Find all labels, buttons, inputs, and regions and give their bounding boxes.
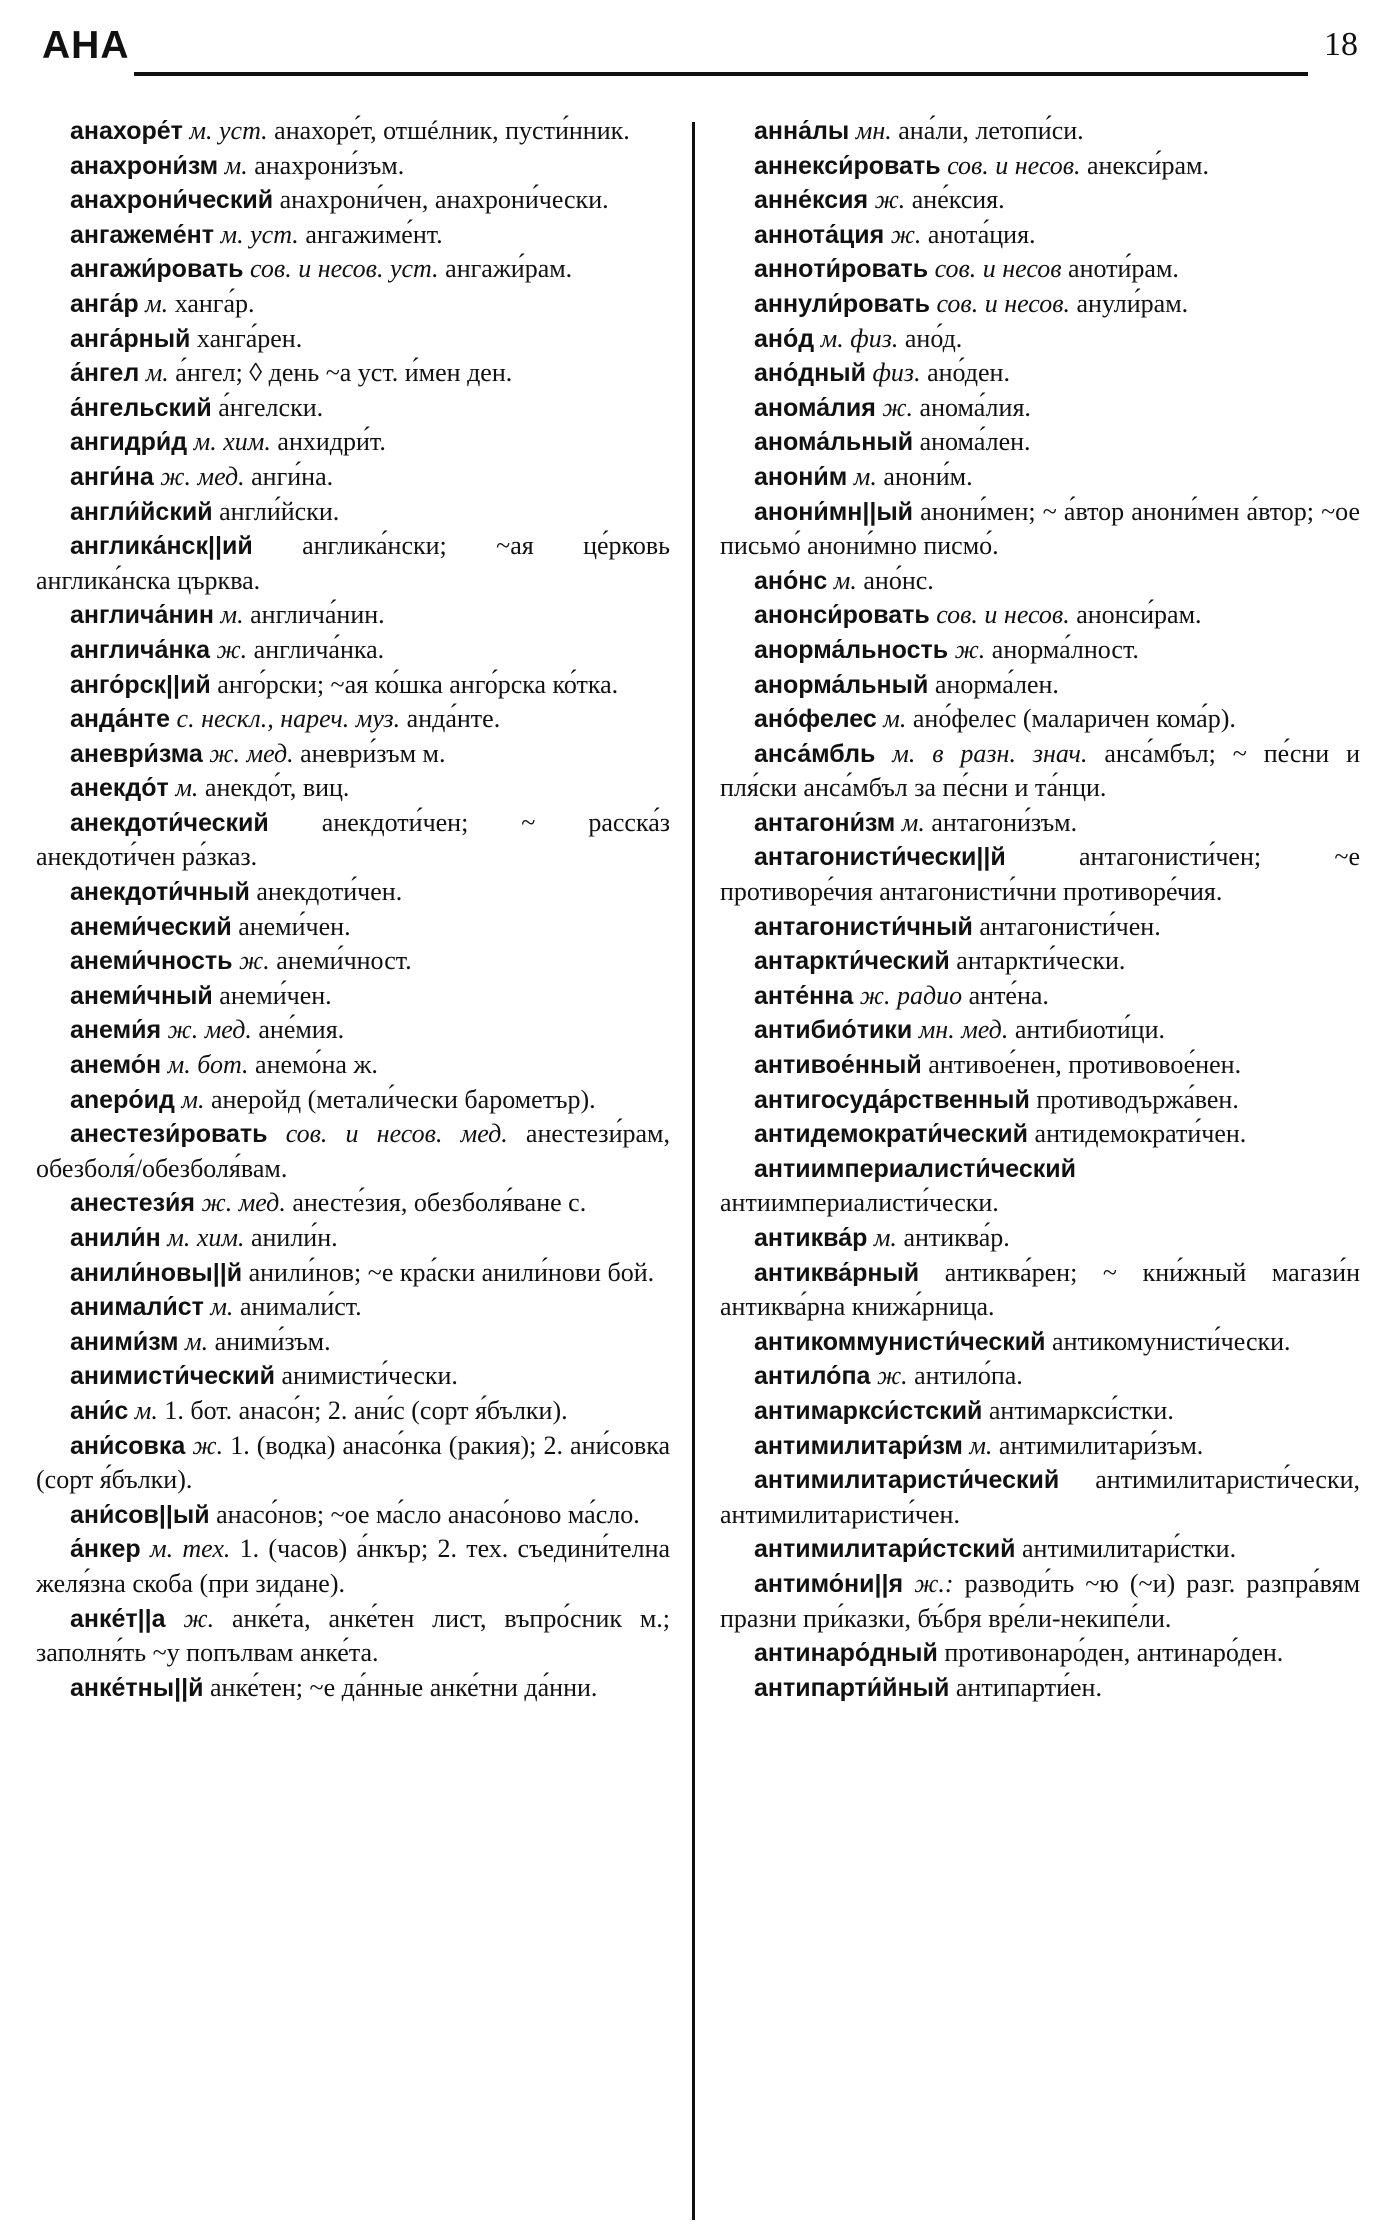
translation: анекдо́т, виц.	[204, 773, 350, 803]
headword: анони́мн||ый	[754, 497, 914, 526]
headword: англича́нин	[70, 601, 215, 630]
headword: анке́тны||й	[70, 1673, 204, 1702]
headword: анеми́я	[70, 1016, 162, 1045]
translation: ханга́рен.	[196, 323, 303, 353]
translation: анекси́рам.	[1087, 150, 1209, 180]
headword: антидемократи́ческий	[754, 1120, 1029, 1149]
headword: ано́дный	[754, 359, 866, 388]
headword: аннoти́ровать	[754, 255, 929, 284]
grammar-label: ж. мед.	[209, 738, 294, 768]
headword: аневри́зма	[70, 739, 203, 768]
translation: антагонисти́чен.	[979, 911, 1161, 941]
translation: анекдоти́чен.	[256, 877, 403, 907]
grammar-label: сов. и несов.	[947, 150, 1081, 180]
translation: анони́мен; ~ а́втор анони́мен а́втор; ~ое письмо́ анони́мно писмо́.	[720, 496, 1360, 561]
headword: анимали́ст	[70, 1293, 204, 1322]
headword: а́нгел	[70, 359, 140, 388]
headword: антимилитари́зм	[754, 1431, 963, 1460]
translation: а́нгел; ◊ день ~а уст. и́мен ден.	[175, 358, 513, 388]
dictionary-entry	[36, 287, 670, 322]
translation: аноти́рам.	[1068, 254, 1179, 284]
headword: анорма́льный	[754, 670, 929, 699]
dictionary-entry	[720, 149, 1360, 184]
dictionary-entry	[36, 252, 670, 287]
dictionary-entry	[36, 183, 670, 218]
translation: ангажиме́нт.	[305, 219, 443, 249]
translation: антимилитари́стки.	[1022, 1534, 1237, 1564]
headword: антагонисти́чный	[754, 912, 973, 941]
headword: анахоре́т	[70, 117, 183, 145]
translation: анахоре́т, отшéлник, пусти́нник.	[274, 116, 630, 145]
translation: антивое́нен, противовое́нен.	[928, 1050, 1242, 1080]
translation: анда́нте.	[406, 704, 501, 734]
translation: анахрони́чен, анахрони́чески.	[279, 185, 609, 215]
headword: а́нгельский	[70, 393, 212, 422]
right-column	[720, 114, 1360, 1705]
grammar-label: ж. мед.	[167, 1015, 252, 1045]
dictionary-entry	[720, 1048, 1360, 1083]
grammar-label: ж.	[890, 219, 922, 249]
headword: анемо́н	[70, 1051, 162, 1080]
grammar-label: ж.	[874, 185, 906, 215]
translation: анони́м.	[883, 461, 973, 491]
dictionary-entry	[720, 391, 1360, 426]
grammar-label: сов. и несов.	[936, 600, 1070, 630]
dictionary-entry	[720, 460, 1360, 495]
translation: ана́ли, летопи́си.	[898, 116, 1084, 145]
headword: ангажеме́нт	[70, 220, 215, 249]
translation: англича́нин.	[250, 600, 385, 630]
translation: ано́ден.	[927, 358, 1010, 388]
headword: анахрони́зм	[70, 151, 219, 180]
dictionary-entry	[36, 875, 670, 910]
dictionary-entry	[36, 425, 670, 460]
translation: англика́нски; ~ая це́рковь англика́нска църква.	[36, 531, 671, 595]
dictionary-entry	[36, 529, 670, 598]
translation: антиква́р.	[903, 1223, 1010, 1252]
headword: аними́зм	[70, 1327, 179, 1356]
grammar-label: ж.	[192, 1430, 224, 1460]
headword: ано́д	[754, 324, 815, 353]
headword: анги́на	[70, 462, 154, 491]
grammar-label: физ.	[872, 358, 921, 388]
dictionary-entry	[36, 322, 670, 357]
translation: ано́нс.	[863, 565, 934, 595]
headword: анеми́чный	[70, 981, 213, 1010]
headword: антаркти́ческий	[754, 947, 950, 976]
translation: антикомунисти́чески.	[1052, 1326, 1291, 1356]
column-divider	[692, 122, 695, 2220]
dictionary-entry	[720, 702, 1360, 737]
dictionary-entry	[720, 944, 1360, 979]
translation: ангажи́рам.	[445, 254, 573, 284]
translation: антидемократи́чен.	[1034, 1119, 1247, 1149]
translation: ано́д.	[904, 323, 963, 353]
dictionary-entry	[36, 495, 670, 530]
dictionary-entry	[720, 183, 1360, 218]
grammar-label: м.	[224, 150, 248, 180]
grammar-label: м.	[873, 1223, 897, 1252]
dictionary-entry	[720, 633, 1360, 668]
translation: анахрони́зъм.	[254, 150, 405, 180]
translation: антило́па.	[914, 1361, 1023, 1391]
grammar-label: м. физ.	[820, 323, 899, 353]
dictionary-entry	[720, 564, 1360, 599]
headword: ани́с	[70, 1396, 129, 1425]
grammar-label: м.	[145, 288, 169, 318]
headword: ангидри́д	[70, 428, 188, 457]
dictionary-entry	[36, 1325, 670, 1360]
translation: анили́нов; ~е кра́ски анили́нови бой.	[248, 1257, 655, 1287]
headword: антивое́нный	[754, 1051, 922, 1080]
grammar-label: ж. мед.	[201, 1188, 286, 1218]
translation: антимилитари́зъм.	[998, 1430, 1204, 1460]
headword: анга́р	[70, 289, 139, 318]
dictionary-entry	[720, 1083, 1360, 1118]
headword: анестези́ровать	[70, 1120, 268, 1149]
grammar-label: ж.:	[914, 1568, 954, 1598]
grammar-label: м.	[220, 600, 244, 630]
dictionary-entry	[36, 944, 670, 979]
headword: анна́лы	[754, 117, 850, 145]
translation: анорма́лност.	[991, 634, 1139, 664]
translation: анке́та, анке́тен лист, въпро́сник м.; заполня́ть ~у попълвам анке́та.	[36, 1603, 671, 1668]
grammar-label: мн.	[855, 116, 892, 145]
headword: антагони́зм	[754, 808, 896, 837]
dictionary-entry	[36, 737, 670, 772]
dictionary-entry	[36, 806, 670, 875]
translation: антагони́зъм.	[931, 807, 1078, 837]
headword: ано́фелес	[754, 705, 877, 734]
grammar-label: м. в разн. знач.	[892, 738, 1088, 768]
grammar-label: ж.	[239, 946, 270, 976]
headword: аneро́ид	[70, 1085, 175, 1114]
translation: анота́ция.	[927, 219, 1036, 249]
translation: аневри́зъм м.	[300, 738, 446, 768]
header-rule	[134, 72, 1308, 76]
grammar-label: м.	[901, 807, 925, 837]
headword: анекдоти́ческий	[70, 808, 269, 837]
headword: аннули́ровать	[754, 289, 931, 318]
translation: анесте́зия, обезболя́ване с.	[292, 1188, 587, 1218]
translation: анги́на.	[251, 461, 334, 491]
translation: анго́рски; ~ая ко́шка анго́рска ко́тка.	[217, 669, 619, 699]
dictionary-entry	[720, 1636, 1360, 1671]
headword: англика́нск||ий	[70, 532, 253, 561]
page-header	[42, 24, 1358, 76]
dictionary-entry	[720, 114, 1360, 149]
translation: анимисти́чески.	[281, 1361, 458, 1391]
translation: антипарти́ен.	[955, 1672, 1102, 1702]
headword: анахрони́ческий	[70, 186, 274, 215]
dictionary-entry	[720, 806, 1360, 841]
dictionary-entry	[36, 1532, 670, 1601]
translation: англи́йски.	[219, 496, 340, 526]
grammar-label: м.	[181, 1084, 205, 1114]
translation: а́нгелски.	[218, 392, 324, 422]
grammar-label: м. хим.	[193, 427, 271, 457]
headword: антиква́р	[754, 1224, 868, 1252]
headword: анса́мбль	[754, 739, 876, 768]
grammar-label: ж.	[876, 1361, 908, 1391]
dictionary-entry	[720, 598, 1360, 633]
translation: антиква́рен; ~ кни́жный магази́н антиква́рна книжа́рница.	[720, 1257, 1361, 1322]
dictionary-entry	[36, 1117, 670, 1186]
headword: анке́т||а	[70, 1604, 166, 1633]
translation: аними́зъм.	[214, 1326, 331, 1356]
translation: антимилитаристи́чески, антимилитаристи́чен.	[720, 1465, 1360, 1529]
translation: анули́рам.	[1076, 288, 1189, 318]
headword: анома́льный	[754, 428, 914, 457]
headword: ангажи́ровать	[70, 255, 244, 284]
translation: анса́мбъл; ~ пе́сни и пля́ски анса́мбъл за пе́сни и та́нци.	[720, 738, 1360, 803]
grammar-label: м. бот.	[167, 1050, 249, 1080]
dictionary-entry	[720, 737, 1360, 806]
headword: антимо́ни||я	[754, 1569, 904, 1598]
translation: анте́на.	[968, 980, 1049, 1010]
grammar-label: сов. и несов	[934, 254, 1062, 284]
headword: антибио́тики	[754, 1016, 913, 1045]
dictionary-entry	[720, 218, 1360, 253]
grammar-label: сов. и несов. мед.	[285, 1119, 508, 1149]
translation: антиимпериалисти́чески.	[720, 1188, 999, 1218]
dictionary-entry	[720, 1567, 1360, 1636]
headword: англи́йский	[70, 497, 213, 526]
dictionary-entry	[720, 252, 1360, 287]
dictionary-entry	[720, 1429, 1360, 1464]
dictionary-entry	[36, 1602, 670, 1671]
dictionary-entry	[36, 771, 670, 806]
dictionary-entry	[720, 1221, 1360, 1256]
translation: противодържа́вен.	[1036, 1084, 1239, 1114]
headword: антимаркси́стский	[754, 1396, 983, 1425]
headword: антагонисти́чески||й	[754, 843, 1006, 872]
headword: анте́нна	[754, 981, 854, 1010]
grammar-label: м.	[175, 773, 199, 803]
translation: анестези́рам, обезболя́/обезболя́вам.	[36, 1119, 670, 1183]
translation: анома́лен.	[919, 427, 1031, 457]
translation: англича́нка.	[253, 634, 385, 664]
headword: анимисти́ческий	[70, 1362, 275, 1391]
translation: анке́тен; ~е да́нные анке́тни да́нни.	[209, 1672, 598, 1702]
dictionary-entry	[36, 1048, 670, 1083]
translation: ане́ксия.	[911, 185, 1005, 215]
headword: антимилитари́стский	[754, 1535, 1016, 1564]
headword: а́нкер	[70, 1535, 141, 1564]
headword: аннекси́ровать	[754, 151, 941, 180]
dictionary-entry	[36, 218, 670, 253]
headword: анили́н	[70, 1224, 161, 1252]
dictionary-entry	[36, 391, 670, 426]
headword: анонси́ровать	[754, 601, 930, 630]
headword: антикоммунисти́ческий	[754, 1327, 1046, 1356]
grammar-label: м. уст.	[189, 116, 268, 145]
dictionary-entry	[36, 1013, 670, 1048]
dictionary-entry	[720, 1463, 1360, 1532]
dictionary-entry	[36, 668, 670, 703]
dictionary-entry	[36, 1083, 670, 1118]
dictionary-entry	[36, 114, 670, 149]
dictionary-entry	[720, 425, 1360, 460]
grammar-label: ж.	[954, 634, 986, 664]
dictionary-entry	[36, 1290, 670, 1325]
dictionary-entry	[36, 633, 670, 668]
dictionary-entry	[36, 979, 670, 1014]
translation: 1. (водка) анасо́нка (ракия); 2. ани́совка (сорт я́бълки).	[36, 1430, 671, 1495]
headword: анеми́чность	[70, 947, 233, 976]
dictionary-entry	[36, 910, 670, 945]
headword: антиква́рный	[754, 1258, 920, 1287]
page-number: 18	[1324, 26, 1358, 63]
grammar-label: м.	[853, 461, 877, 491]
translation: анеми́чност.	[276, 946, 412, 976]
headword: анестези́я	[70, 1189, 196, 1218]
dictionary-entry	[720, 1532, 1360, 1567]
grammar-label: ж.	[882, 392, 914, 422]
headword: ано́нс	[754, 566, 828, 595]
translation: антагонисти́чен; ~е противоре́чия антагонисти́чни противоре́чия.	[720, 842, 1360, 907]
grammar-label: мн. мед.	[918, 1015, 1009, 1045]
headword: анда́нте	[70, 705, 171, 734]
headword: анго́рск||ий	[70, 670, 211, 699]
dictionary-entry	[720, 1256, 1360, 1325]
dictionary-entry	[36, 702, 670, 737]
translation: разводи́ть ~ю (~и) разг. разпра́вям празни при́казки, бъ́бря вре́ли-некипе́ли.	[720, 1568, 1361, 1633]
dictionary-entry	[36, 1186, 670, 1221]
grammar-label: ж. радио	[859, 980, 963, 1010]
dictionary-entry	[720, 1359, 1360, 1394]
grammar-label: м. уст.	[220, 219, 299, 249]
dictionary-entry	[36, 1256, 670, 1291]
dictionary-entry	[36, 598, 670, 633]
translation: анеми́чен.	[238, 911, 351, 941]
headword: анили́новы||й	[70, 1258, 243, 1287]
translation: анорма́лен.	[934, 669, 1059, 699]
left-column	[36, 114, 670, 1705]
dictionary-entry	[720, 1394, 1360, 1429]
headword: анекдо́т	[70, 774, 169, 803]
dictionary-entry	[36, 1394, 670, 1429]
translation: ане́мия.	[258, 1015, 345, 1045]
headword: анони́м	[754, 462, 848, 491]
translation: анхидри́т.	[277, 427, 386, 457]
translation: анеройд (метали́чески барометър).	[210, 1084, 596, 1114]
grammar-label: ж.	[183, 1603, 215, 1633]
dictionary-entry	[720, 668, 1360, 703]
grammar-label: м.	[210, 1292, 234, 1322]
headword: аннота́ция	[754, 220, 885, 249]
grammar-label: с. нескл., нареч. муз.	[176, 704, 401, 734]
headword: анекдоти́чный	[70, 878, 250, 907]
dictionary-entry	[36, 1221, 670, 1256]
headword: антило́па	[754, 1362, 871, 1391]
headword: анне́ксия	[754, 186, 869, 215]
headword: ани́сов||ый	[70, 1500, 210, 1529]
translation: антимаркси́стки.	[988, 1395, 1174, 1425]
translation: ано́фелес (маларичен кома́р).	[912, 704, 1236, 734]
dictionary-entry	[36, 460, 670, 495]
dictionary-entry	[720, 1325, 1360, 1360]
dictionary-entry	[36, 1359, 670, 1394]
dictionary-entry	[720, 1013, 1360, 1048]
translation: анасо́нов; ~ое ма́сло анасо́ново ма́сло.	[216, 1499, 640, 1529]
grammar-label: м.	[969, 1430, 993, 1460]
headword: анеми́ческий	[70, 912, 232, 941]
dictionary-entry	[36, 356, 670, 391]
translation: анонси́рам.	[1076, 600, 1202, 630]
grammar-label: ж. мед.	[160, 461, 245, 491]
translation: анили́н.	[250, 1223, 338, 1252]
dictionary-entry	[36, 1671, 670, 1706]
translation: антибиоти́ци.	[1014, 1015, 1165, 1045]
translation: 1. бот. анасо́н; 2. ани́с (сорт я́бълки).	[164, 1395, 568, 1425]
dictionary-entry	[720, 356, 1360, 391]
grammar-label: м.	[185, 1326, 209, 1356]
headword: англича́нка	[70, 635, 210, 664]
headword: антиимпериалисти́ческий	[754, 1154, 1077, 1183]
headword: антигосуда́рственный	[754, 1085, 1030, 1114]
headword: ани́совка	[70, 1431, 186, 1460]
grammar-label: сов. и несов. уст.	[250, 254, 439, 284]
dictionary-entry	[720, 840, 1360, 909]
headword: анома́лия	[754, 393, 876, 422]
headword: антипарти́йный	[754, 1673, 950, 1702]
translation: анома́лия.	[919, 392, 1031, 422]
translation: противонаро́ден, антинаро́ден.	[944, 1638, 1284, 1668]
dictionary-entry	[36, 1498, 670, 1533]
grammar-label: ж.	[216, 634, 248, 664]
dictionary-entry	[720, 1152, 1360, 1221]
dictionary-entry	[720, 1671, 1360, 1706]
grammar-label: м. тех.	[149, 1534, 231, 1564]
translation: анемо́на ж.	[255, 1050, 378, 1080]
guide-word: АНА	[42, 24, 130, 67]
dictionary-entry	[36, 149, 670, 184]
translation: анеми́чен.	[219, 980, 332, 1010]
dictionary-entry	[720, 495, 1360, 564]
translation: ханга́р.	[174, 288, 255, 318]
grammar-label: сов. и несов.	[936, 288, 1070, 318]
grammar-label: м. хим.	[167, 1223, 245, 1252]
headword: анорма́льность	[754, 635, 949, 664]
dictionary-entry	[720, 979, 1360, 1014]
headword: антимилитаристи́ческий	[754, 1466, 1060, 1495]
headword: анга́рный	[70, 324, 191, 353]
grammar-label: м.	[833, 565, 857, 595]
translation: антаркти́чески.	[956, 946, 1126, 976]
dictionary-entry	[720, 1117, 1360, 1152]
grammar-label: м.	[883, 704, 907, 734]
grammar-label: м.	[134, 1395, 158, 1425]
translation: анекдоти́чен; ~ расска́з анекдоти́чен ра́зказ.	[36, 807, 671, 872]
dictionary-entry	[720, 287, 1360, 322]
headword: антинаро́дный	[754, 1639, 938, 1668]
translation: анимали́ст.	[239, 1292, 362, 1322]
dictionary-entry	[720, 910, 1360, 945]
grammar-label: м.	[145, 358, 169, 388]
dictionary-entry	[720, 322, 1360, 357]
dictionary-entry	[36, 1429, 670, 1498]
translation: 1. (часов) а́нкър; 2. тех. съедини́телна желя́зна скоба (при зидане).	[36, 1534, 671, 1598]
